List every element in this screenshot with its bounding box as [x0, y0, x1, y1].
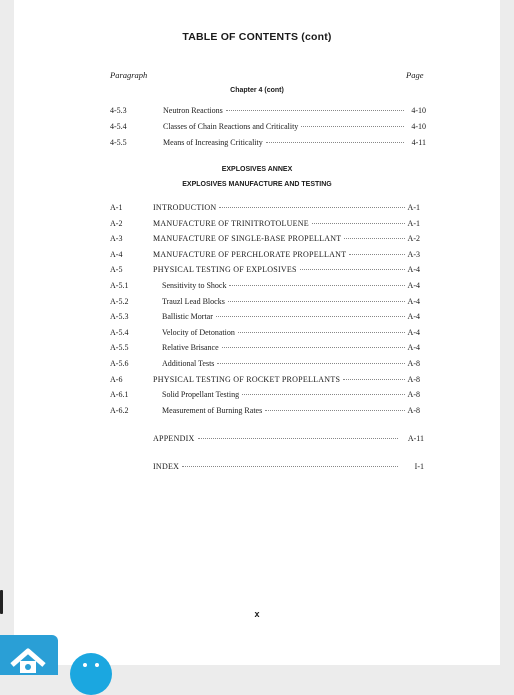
- toc-entry[interactable]: [14, 122, 500, 134]
- leader-dots: [198, 438, 398, 439]
- toc-entry[interactable]: [14, 390, 500, 402]
- toc-entry[interactable]: [14, 138, 500, 150]
- page-title: TABLE OF CONTENTS (cont): [182, 31, 332, 43]
- toc-entry-title: Trauzl Lead Blocks: [162, 296, 225, 306]
- toc-entry-title: Sensitivity to Shock: [162, 281, 227, 290]
- toc-entry[interactable]: [14, 312, 500, 324]
- toc-entry-number: 4-5.5: [110, 138, 127, 147]
- toc-entry-page: A-4: [407, 296, 420, 306]
- toc-entry[interactable]: [14, 250, 500, 262]
- toc-entry[interactable]: [14, 203, 500, 215]
- toc-entry-title: Means of Increasing Criticality: [163, 138, 263, 147]
- toc-entry-title: Solid Propellant Testing: [162, 390, 240, 400]
- toc-entry-title: PHYSICAL TESTING OF ROCKET PROPELLANTS: [153, 374, 341, 384]
- toc-entry-page: A-1: [407, 218, 420, 228]
- toc-entry-title: INTRODUCTION: [153, 203, 217, 212]
- leader-dots: [229, 285, 405, 286]
- toc-entry-title: INDEX: [153, 462, 180, 471]
- toc-entry-number: 4-5.4: [110, 122, 127, 131]
- paragraph-column-heading: Paragraph: [110, 70, 148, 80]
- leader-dots: [219, 207, 405, 208]
- leader-dots: [242, 394, 405, 395]
- toc-entry-number: A-5: [110, 265, 123, 275]
- leader-dots: [228, 301, 405, 302]
- toc-entry-number: 4-5.3: [110, 106, 127, 115]
- toc-entry-page: A-4: [407, 265, 420, 275]
- toc-entry-page: 4-10: [411, 122, 426, 131]
- toc-entry-title: Additional Tests: [162, 359, 215, 368]
- leader-dots: [216, 316, 405, 317]
- toc-entry-title: Ballistic Mortar: [162, 312, 213, 322]
- toc-entry-page: A-4: [407, 312, 420, 322]
- toc-entry-number: A-4: [110, 249, 123, 259]
- toc-entry-number: A-6: [110, 374, 123, 384]
- toc-entry-page: A-4: [407, 281, 420, 290]
- toc-entry-page: A-11: [407, 434, 424, 443]
- toc-entry-number: A-1: [110, 203, 123, 212]
- leader-dots: [265, 410, 405, 411]
- toc-entry-number: A-3: [110, 234, 123, 244]
- toc-entry-number: A-6.1: [110, 390, 129, 400]
- toc-entry-title: MANUFACTURE OF SINGLE-BASE PROPELLANT: [153, 234, 342, 244]
- toc-entry-page: A-8: [407, 405, 420, 415]
- toc-entry[interactable]: [14, 375, 500, 387]
- toc-entry-number: A-5.5: [110, 343, 129, 353]
- toc-entry-page: A-4: [407, 327, 420, 337]
- page-number: x: [254, 609, 260, 619]
- toc-entry-page: I-1: [414, 462, 424, 471]
- toc-entry-page: 4-11: [411, 138, 426, 147]
- document-page: [14, 0, 500, 665]
- toc-entry[interactable]: [14, 219, 500, 231]
- chat-icon: [83, 663, 87, 667]
- toc-entry-title: MANUFACTURE OF TRINITROTOLUENE: [153, 218, 309, 228]
- toc-entry-page: A-8: [407, 390, 420, 400]
- toc-entry[interactable]: [14, 234, 500, 246]
- toc-entry[interactable]: [14, 406, 500, 418]
- toc-entry-title: Neutron Reactions: [163, 106, 223, 115]
- annex-title: EXPLOSIVES ANNEX: [221, 166, 293, 173]
- assistant-button[interactable]: [70, 653, 112, 695]
- toc-entry-title: Velocity of Detonation: [162, 327, 235, 337]
- toc-entry-title: Classes of Chain Reactions and Criticality: [163, 122, 299, 131]
- toc-entry-number: A-5.6: [110, 359, 129, 368]
- leader-dots: [222, 347, 405, 348]
- toc-entry-number: A-5.4: [110, 327, 129, 337]
- toc-entry-title: Measurement of Burning Rates: [162, 405, 263, 415]
- toc-entry[interactable]: [14, 265, 500, 277]
- toc-entry[interactable]: [14, 328, 500, 340]
- toc-entry-page: A-3: [407, 249, 420, 259]
- leader-dots: [226, 110, 404, 111]
- toc-entry-index[interactable]: [14, 462, 500, 474]
- toc-entry-title: PHYSICAL TESTING OF EXPLOSIVES: [153, 265, 297, 275]
- toc-entry[interactable]: [14, 106, 500, 118]
- leader-dots: [182, 466, 398, 467]
- toc-entry-page: 4-10: [411, 106, 426, 115]
- toc-entry-number: A-2: [110, 218, 123, 228]
- toc-entry-page: A-8: [407, 374, 420, 384]
- toc-entry-number: A-6.2: [110, 405, 129, 415]
- toc-entry[interactable]: [14, 297, 500, 309]
- toc-entry-title: APPENDIX: [153, 434, 195, 443]
- toc-entry-number: A-5.2: [110, 296, 129, 306]
- leader-dots: [266, 142, 404, 143]
- toc-entry-number: A-5.1: [110, 281, 129, 290]
- home-icon: [8, 643, 48, 673]
- annex-subtitle: EXPLOSIVES MANUFACTURE AND TESTING: [182, 181, 332, 188]
- home-button[interactable]: [0, 635, 58, 675]
- toc-entry-page: A-1: [407, 203, 420, 212]
- scroll-handle[interactable]: [0, 590, 3, 614]
- leader-dots: [238, 332, 405, 333]
- toc-entry-number: A-5.3: [110, 312, 129, 322]
- toc-entry-appendix[interactable]: [14, 434, 500, 446]
- toc-entry-page: A-2: [407, 234, 420, 244]
- page-column-heading: Page: [406, 70, 424, 80]
- toc-entry-title: MANUFACTURE OF PERCHLORATE PROPELLANT: [153, 249, 347, 259]
- toc-entry[interactable]: [14, 359, 500, 371]
- toc-entry[interactable]: [14, 281, 500, 293]
- leader-dots: [217, 363, 405, 364]
- toc-entry-page: A-4: [407, 343, 420, 353]
- toc-entry-title: Relative Brisance: [162, 343, 219, 353]
- chapter-heading: Chapter 4 (cont): [230, 87, 284, 94]
- leader-dots: [301, 126, 404, 127]
- toc-entry[interactable]: [14, 343, 500, 355]
- toc-entry-page: A-8: [407, 359, 420, 368]
